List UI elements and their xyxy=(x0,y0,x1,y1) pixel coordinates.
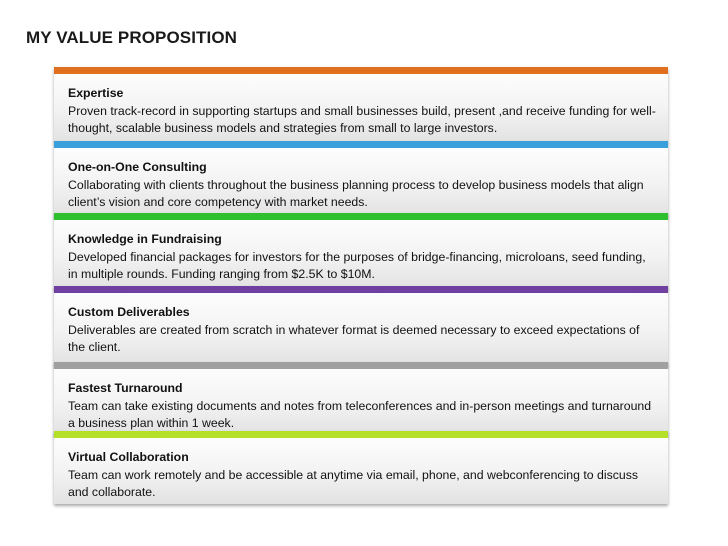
block-description: Developed financial packages for investors for the purposes of bridge-financing, microloans, seed funding, in multiple rounds. Funding ranging from $2.5K to $10M. xyxy=(68,249,646,281)
accent-bar xyxy=(54,141,668,148)
block-description: Team can work remotely and be accessible at anytime via email, phone, and webconferencing to discuss and collaborate. xyxy=(68,467,639,499)
accent-bar xyxy=(54,286,668,293)
value-block-expertise xyxy=(54,67,668,143)
block-description: Team can take existing documents and notes from teleconferences and in-person meetings and turnaround a business plan within 1 week. xyxy=(68,398,652,430)
accent-bar xyxy=(54,431,668,438)
value-block-consulting xyxy=(54,141,668,217)
value-block-turnaround xyxy=(54,362,668,436)
value-block-fundraising xyxy=(54,213,668,290)
block-heading: Knowledge in Fundraising xyxy=(68,232,222,246)
block-heading: One-on-One Consulting xyxy=(68,160,207,174)
block-heading: Expertise xyxy=(68,86,124,100)
block-heading: Fastest Turnaround xyxy=(68,381,183,395)
block-heading: Virtual Collaboration xyxy=(68,450,189,464)
block-heading: Custom Deliverables xyxy=(68,305,190,319)
block-description: Proven track-record in supporting startups and small businesses build, present ,and receive funding for well-thought, scalable business models and strategies from small to large investors. xyxy=(68,103,656,135)
block-description: Collaborating with clients throughout the business planning process to develop business models that align client’s vision and core competency with market needs. xyxy=(68,177,644,209)
accent-bar xyxy=(54,67,668,74)
value-block-deliverables xyxy=(54,286,668,366)
accent-bar xyxy=(54,362,668,369)
block-description: Deliverables are created from scratch in whatever format is deemed necessary to exceed expectations of the client. xyxy=(68,322,640,354)
accent-bar xyxy=(54,213,668,220)
value-block-collaboration xyxy=(54,431,668,504)
page-title: MY VALUE PROPOSITION xyxy=(26,28,238,47)
